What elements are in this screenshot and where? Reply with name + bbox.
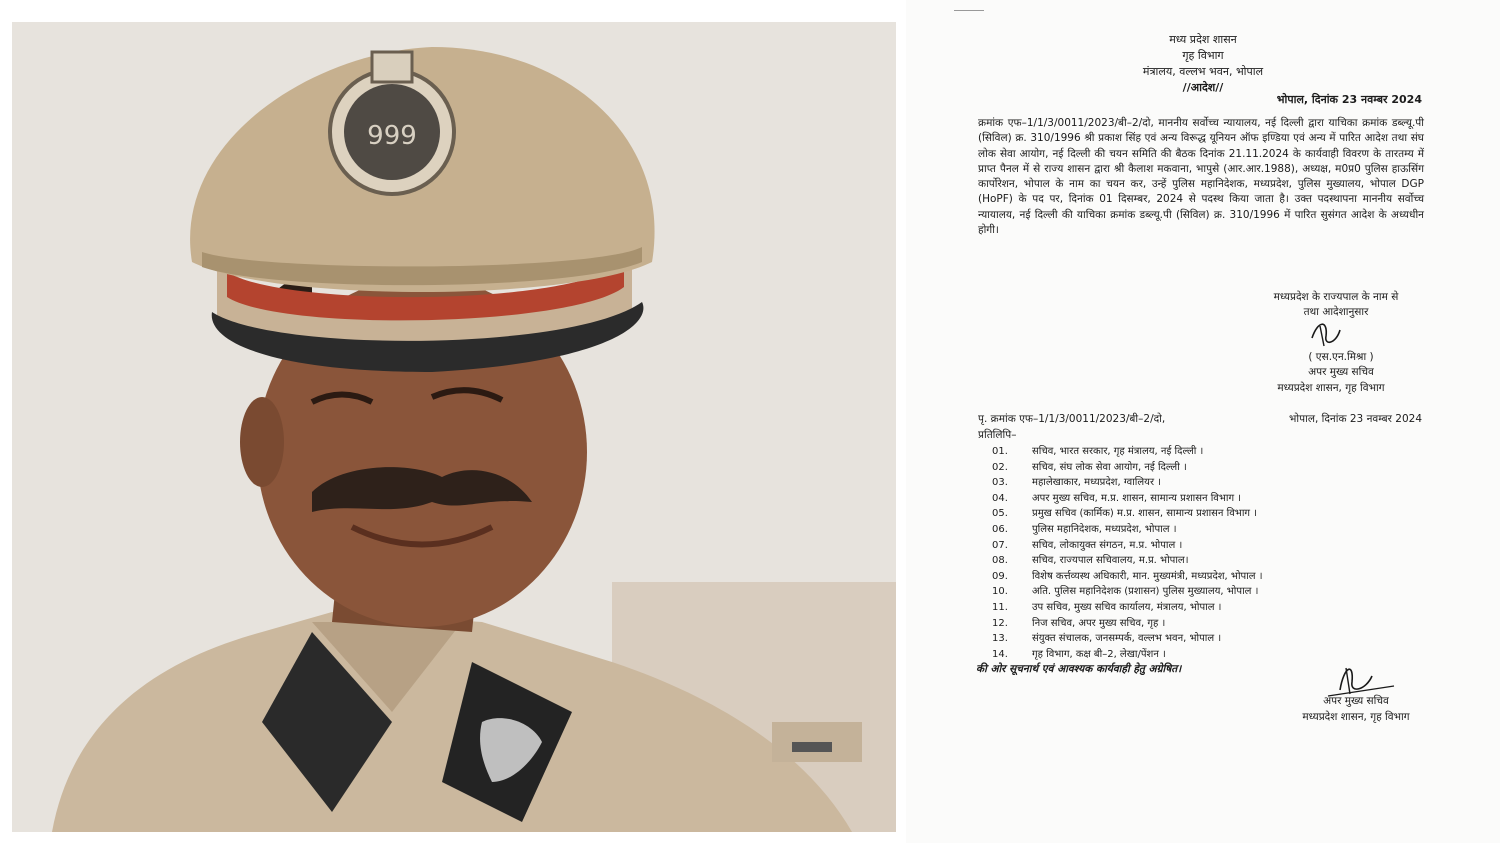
copy-heading: प्रतिलिपि–	[978, 429, 1017, 441]
header-address: मंत्रालय, वल्लभ भवन, भोपाल	[1142, 65, 1264, 78]
endorsement-reference: पृ. क्रमांक एफ–1/1/3/0011/2023/बी–2/दो,	[978, 413, 1166, 425]
list-item: 07. सचिव, लोकायुक्त संगठन, म.प्र. भोपाल ।	[992, 539, 1183, 551]
signatory-name: ( एस.एन.मिश्रा )	[1308, 351, 1374, 363]
list-item: 02. सचिव, संघ लोक सेवा आयोग, नई दिल्ली ।	[992, 461, 1187, 473]
list-item: 03. महालेखाकार, मध्यप्रदेश, ग्वालियर ।	[992, 477, 1162, 489]
endorsement-signatory-designation: अपर मुख्य सचिव	[1323, 695, 1389, 707]
officer-portrait-illustration	[12, 22, 896, 832]
header-department: गृह विभाग	[1182, 49, 1224, 62]
signature-mark-1	[1306, 316, 1346, 350]
cap-badge-number: 999	[367, 121, 417, 151]
officer-photo	[12, 22, 896, 832]
list-item: 14. गृह विभाग, कक्ष बी–2, लेखा/पेंशन ।	[992, 648, 1166, 660]
signature-authority-line2: तथा आदेशानुसार	[1303, 306, 1369, 318]
scan-mark	[954, 10, 984, 11]
signatory-department: मध्यप्रदेश शासन, गृह विभाग	[1277, 382, 1385, 394]
list-item: 04. अपर मुख्य सचिव, म.प्र. शासन, सामान्य प्रशासन विभाग ।	[992, 492, 1242, 504]
list-item: 11. उप सचिव, मुख्य सचिव कार्यालय, मंत्रालय, भोपाल ।	[992, 601, 1222, 613]
header-government: मध्य प्रदेश शासन	[1169, 33, 1237, 46]
endorsement-signatory-department: मध्यप्रदेश शासन, गृह विभाग	[1302, 711, 1410, 723]
signature-authority-line1: मध्यप्रदेश के राज्यपाल के नाम से	[1273, 291, 1399, 303]
list-item: 10. अति. पुलिस महानिदेशक (प्रशासन) पुलिस मुख्यालय, भोपाल ।	[992, 586, 1259, 598]
list-item: 01. सचिव, भारत सरकार, गृह मंत्रालय, नई दिल्ली ।	[992, 446, 1204, 457]
order-title: //आदेश//	[1182, 81, 1224, 94]
list-item: 09. विशेष कर्त्तव्यस्थ अधिकारी, मान. मुख्यमंत्री, मध्यप्रदेश, भोपाल ।	[992, 570, 1263, 582]
recipient-list	[992, 444, 1422, 662]
order-body: क्रमांक एफ–1/1/3/0011/2023/बी–2/दो, माननीय सर्वोच्च न्यायालय, नई दिल्ली द्वारा याचिका क्रमांक डब्ल्यू.पी (सिविल) क्र. 310/1996 श्री प्रकाश सिंह एवं अन्य विरूद्ध यूनियन ऑफ इण्डिया एवं अन्य में पारित आदेश तथा संघ लोक सेवा आयोग, नई दिल्ली की चयन समिति की बैठक दिनांक 21.11.2024 के कार्यवाही विवरण के तारतम्य में प्राप्त पैनल में से राज्य शासन द्वारा श्री कैलाश मकवाना, भापुसे (आर.आर.1988), अध्यक्ष, म0प्र0 पुलिस हाऊसिंग कार्पोरेशन, भोपाल के नाम का चयन कर, उन्हें पुलिस महानिदेशक, मध्यप्रदेश, पुलिस मुख्यालय, भोपाल DGP (HoPF) के पद पर, दिनांक 01 दिसम्बर, 2024 से पदस्थ किया जाता है। उक्त पदस्थापना माननीय सर्वोच्च न्यायालय, नई दिल्ली की याचिका क्रमांक डब्ल्यू.पी (सिविल) क्र. 310/1996 में पारित सुसंगत आदेश के अध्यधीन होगी।	[978, 117, 1424, 237]
government-order-document	[906, 0, 1500, 843]
endorsement-date: भोपाल, दिनांक 23 नवम्बर 2024	[1289, 413, 1422, 425]
closing-note: की ओर सूचनार्थ एवं आवश्यक कार्यवाही हेतु अग्रेषित।	[976, 663, 1182, 675]
list-item: 06. पुलिस महानिदेशक, मध्यप्रदेश, भोपाल ।	[992, 523, 1177, 535]
signatory-designation: अपर मुख्य सचिव	[1308, 366, 1374, 378]
list-item: 08. सचिव, राज्यपाल सचिवालय, म.प्र. भोपाल।	[992, 555, 1189, 567]
list-item: 13. संयुक्त संचालक, जनसम्पर्क, वल्लभ भवन, भोपाल ।	[992, 633, 1222, 645]
list-item: 12. निज सचिव, अपर मुख्य सचिव, गृह ।	[992, 617, 1166, 629]
list-item: 05. प्रमुख सचिव (कार्मिक) म.प्र. शासन, सामान्य प्रशासन विभाग ।	[992, 508, 1258, 520]
order-date: भोपाल, दिनांक 23 नवम्बर 2024	[1276, 93, 1422, 106]
